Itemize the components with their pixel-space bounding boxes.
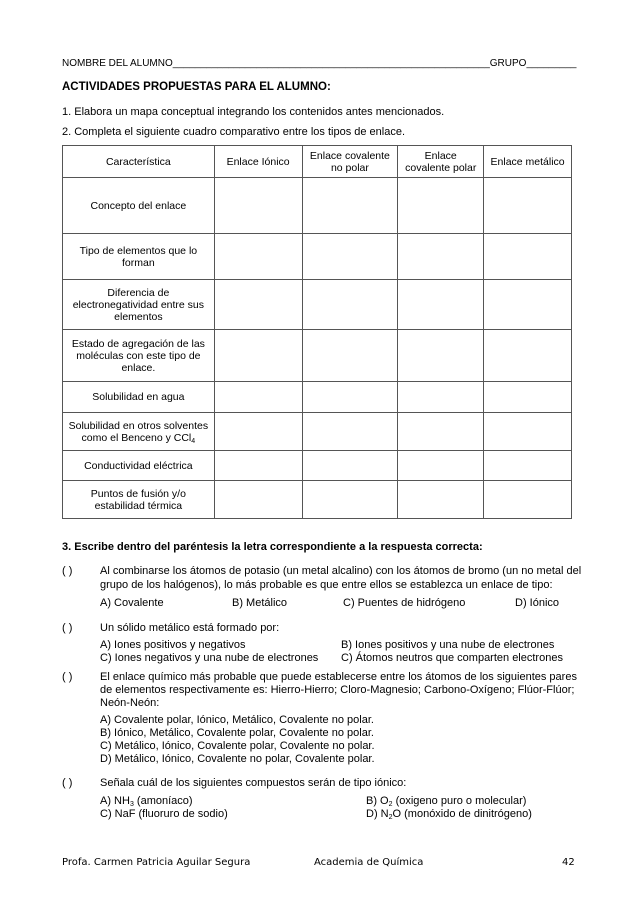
answer-cell[interactable] (398, 330, 484, 382)
table-row (63, 234, 572, 280)
task-2: 2. Completa el siguiente cuadro comparativo entre los tipos de enlace. (62, 126, 406, 138)
answer-cell[interactable] (302, 330, 398, 382)
comparison-table (62, 145, 572, 519)
row-label: Puntos de fusión y/o estabilidad térmica (63, 481, 215, 519)
answer-parenthesis[interactable]: ( ) (62, 671, 73, 683)
answer-parenthesis[interactable]: ( ) (62, 565, 73, 577)
row-label-text: Solubilidad en otros solventes como el Benceno y CCl (68, 419, 209, 444)
student-name-line: NOMBRE DEL ALUMNO_________________________________________________________GRUPO_________ (62, 58, 577, 69)
q4-option-d-sub: 2 (388, 814, 393, 821)
answer-cell[interactable] (484, 413, 572, 451)
answer-cell[interactable] (302, 280, 398, 330)
q2-option-b: B) Iones positivos y una nube de electrones (341, 639, 555, 651)
answer-cell[interactable] (484, 234, 572, 280)
q4-option-a (100, 795, 193, 808)
table-row (63, 178, 572, 234)
table-header-row (63, 146, 572, 178)
table-row (63, 481, 572, 519)
q1-text-line1: Al combinarse los átomos de potasio (un metal alcalino) con los átomos de bromo (un no metal del (100, 565, 582, 577)
answer-cell[interactable] (398, 280, 484, 330)
table-row (63, 382, 572, 413)
answer-cell[interactable] (398, 178, 484, 234)
table-row (63, 280, 572, 330)
answer-cell[interactable] (398, 382, 484, 413)
q1-option-c: C) Puentes de hidrógeno (343, 597, 466, 609)
answer-cell[interactable] (302, 234, 398, 280)
answer-cell[interactable] (214, 178, 302, 234)
answer-parenthesis[interactable]: ( ) (62, 622, 73, 634)
q4-option-b (366, 795, 526, 808)
q4-option-a-post: (amoníaco) (133, 795, 193, 807)
q1-option-d: D) Iónico (515, 597, 560, 609)
answer-cell[interactable] (484, 280, 572, 330)
table-row (63, 413, 572, 451)
answer-cell[interactable] (484, 451, 572, 481)
answer-cell[interactable] (302, 481, 398, 519)
header-cell: Característica (63, 146, 215, 178)
answer-cell[interactable] (484, 178, 572, 234)
q3-option-b: B) Iónico, Metálico, Covalente polar, Covalente no polar. (100, 727, 374, 739)
row-label: Concepto del enlace (63, 178, 215, 234)
row-label: Conductividad eléctrica (63, 451, 215, 481)
answer-parenthesis[interactable]: ( ) (62, 777, 73, 789)
answer-cell[interactable] (398, 413, 484, 451)
q4-option-d-post: O (monóxido de dinitrógeno) (392, 808, 532, 820)
q4-text: Señala cuál de los siguientes compuestos serán de tipo iónico: (100, 777, 407, 789)
q4-option-b-sub: 2 (388, 801, 393, 808)
q3-option-a: A) Covalente polar, Iónico, Metálico, Covalente no polar. (100, 714, 374, 726)
q1-option-b: B) Metálico (232, 597, 288, 609)
answer-cell[interactable] (214, 280, 302, 330)
row-label: Tipo de elementos que lo forman (63, 234, 215, 280)
row-label (63, 413, 215, 451)
answer-cell[interactable] (214, 330, 302, 382)
answer-cell[interactable] (398, 234, 484, 280)
q3-text-line2: de elementos respectivamente es: Hierro-Hierro; Cloro-Magnesio; Carbono-Oxígeno; Flúor-Flúor; (100, 684, 575, 696)
answer-cell[interactable] (484, 481, 572, 519)
q4-option-a-sub: 3 (129, 801, 134, 808)
section-title: ACTIVIDADES PROPUESTAS PARA EL ALUMNO: (62, 81, 331, 93)
section3-title: 3. Escribe dentro del paréntesis la letra correspondiente a la respuesta correcta: (62, 541, 483, 553)
answer-cell[interactable] (302, 178, 398, 234)
answer-cell[interactable] (302, 413, 398, 451)
answer-cell[interactable] (484, 330, 572, 382)
answer-cell[interactable] (398, 481, 484, 519)
q4-option-d (366, 808, 532, 821)
q2-option-a: A) Iones positivos y negativos (100, 639, 246, 651)
footer-academy: Academia de Química (314, 857, 424, 868)
q1-option-a: A) Covalente (100, 597, 164, 609)
table-row (63, 451, 572, 481)
q3-option-c: C) Metálico, Iónico, Covalente polar, Covalente no polar. (100, 740, 375, 752)
row-label: Estado de agregación de las moléculas con este tipo de enlace. (63, 330, 215, 382)
footer-page-number: 42 (562, 857, 575, 868)
header-cell: Enlace covalente no polar (302, 146, 398, 178)
answer-cell[interactable] (214, 451, 302, 481)
q3-text-line3: Neón-Neón: (100, 697, 160, 709)
q2-option-c2: C) Átomos neutros que comparten electrones (341, 652, 563, 664)
answer-cell[interactable] (484, 382, 572, 413)
task-1: 1. Elabora un mapa conceptual integrando los contenidos antes mencionados. (62, 106, 445, 118)
q4-option-a-pre: A) NH (100, 795, 130, 807)
row-label: Solubilidad en agua (63, 382, 215, 413)
q4-option-b-post: (oxigeno puro o molecular) (392, 795, 527, 807)
answer-cell[interactable] (214, 234, 302, 280)
footer-author: Profa. Carmen Patricia Aguilar Segura (62, 857, 251, 868)
row-label: Diferencia de electronegatividad entre sus elementos (63, 280, 215, 330)
q4-option-b-pre: B) O (366, 795, 389, 807)
q2-option-c: C) Iones negativos y una nube de electrones (100, 652, 319, 664)
answer-cell[interactable] (214, 481, 302, 519)
answer-cell[interactable] (214, 382, 302, 413)
header-cell: Enlace metálico (484, 146, 572, 178)
table-row (63, 330, 572, 382)
q1-text-line2: grupo de los halógenos), lo más probable es que entre ellos se establezca un enlace de tipo: (100, 579, 553, 591)
q4-option-d-pre: D) N (366, 808, 389, 820)
ccl-subscript: 4 (191, 437, 196, 445)
header-cell: Enlace covalente polar (398, 146, 484, 178)
answer-cell[interactable] (302, 382, 398, 413)
q3-text-line1: El enlace químico más probable que puede establecerse entre los átomos de los siguientes pares (100, 671, 577, 683)
answer-cell[interactable] (214, 413, 302, 451)
q2-text: Un sólido metálico está formado por: (100, 622, 280, 634)
answer-cell[interactable] (302, 451, 398, 481)
q3-option-d: D) Metálico, Iónico, Covalente no polar, Covalente polar. (100, 753, 375, 765)
header-cell: Enlace Iónico (214, 146, 302, 178)
answer-cell[interactable] (398, 451, 484, 481)
q4-option-c: C) NaF (fluoruro de sodio) (100, 808, 228, 820)
